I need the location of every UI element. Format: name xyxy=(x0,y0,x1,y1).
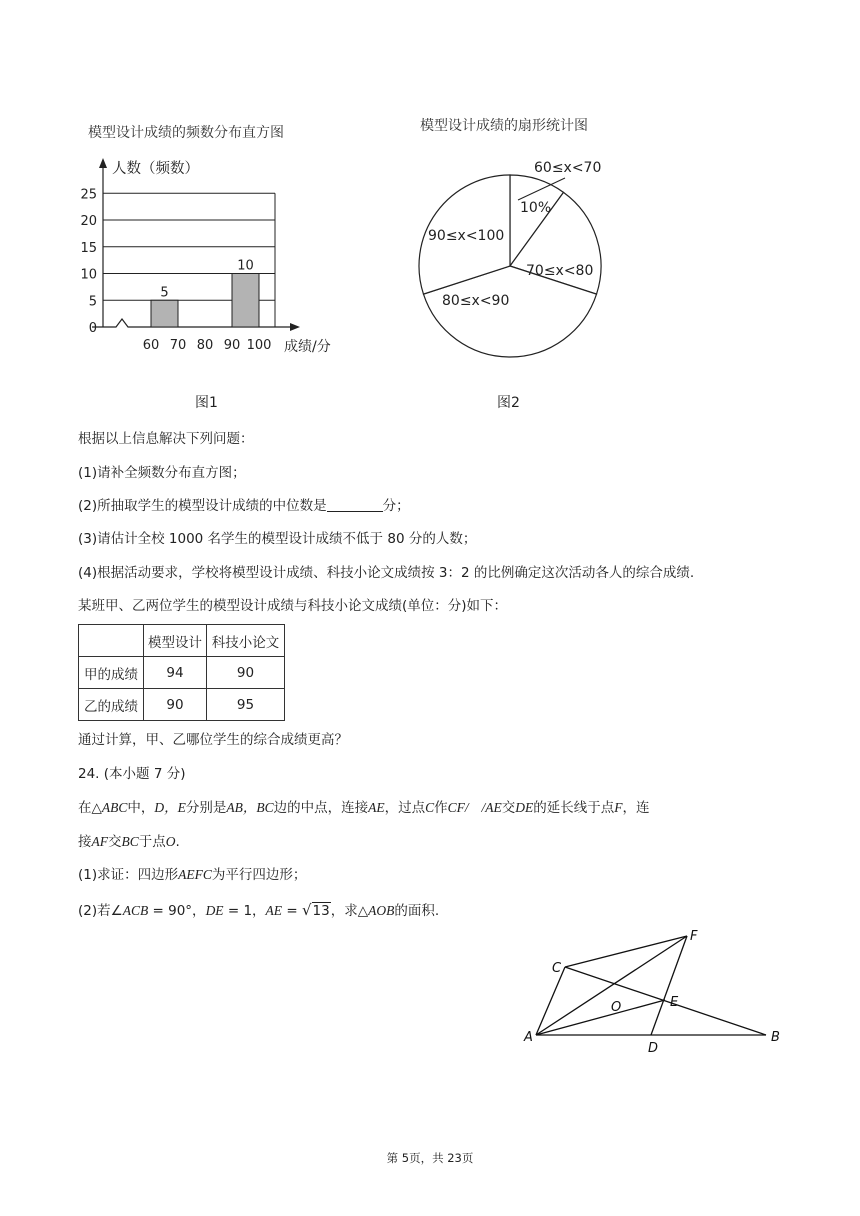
text-span: (1)求证：四边形 xyxy=(78,867,179,883)
text-span: 作 xyxy=(434,800,448,816)
math-span: F xyxy=(614,800,623,815)
math-span: CF/ xyxy=(447,800,469,815)
text-span: 交 xyxy=(108,834,122,850)
question-2-text: (2)所抽取学生的模型设计成绩的中位数是 xyxy=(78,498,327,514)
text-span: = 1， xyxy=(223,903,266,919)
text-span: 在△ xyxy=(78,800,102,816)
point-label-C: C xyxy=(552,961,562,976)
text-span: ，连 xyxy=(622,800,650,816)
table-header-cell: 科技小论文 xyxy=(207,625,285,657)
histogram-bar xyxy=(151,300,178,327)
page-footer: 第 5页，共 23页 xyxy=(386,1151,474,1165)
segment-AE xyxy=(536,1000,665,1035)
text-span: = 90°， xyxy=(148,903,206,919)
x-tick-label: 80 xyxy=(196,338,214,353)
text-span: 的面积. xyxy=(394,903,440,919)
math-span: AE xyxy=(368,800,385,815)
question-4-ask: 通过计算，甲、乙哪位学生的综合成绩更高？ xyxy=(78,732,348,748)
x-axis-title: 成绩/分 xyxy=(284,339,331,355)
point-label-F: F xyxy=(690,929,698,944)
text-span: 为平行四边形； xyxy=(211,867,307,883)
y-axis-arrow xyxy=(99,158,107,168)
x-axis xyxy=(92,319,295,327)
math-span: /AE xyxy=(481,800,502,815)
y-tick-label: 15 xyxy=(80,240,97,256)
table-header-row xyxy=(79,625,285,657)
text-span: 分别是 xyxy=(185,800,227,816)
question-2-unit: 分； xyxy=(382,498,410,514)
text-span: ，过点 xyxy=(384,800,426,816)
math-span: ACB xyxy=(122,903,149,918)
table-cell: 90 xyxy=(207,657,285,689)
pie-chart xyxy=(410,150,620,365)
segment-AF xyxy=(536,936,687,1035)
text-span: . xyxy=(175,834,180,850)
sqrt-expression: √13 xyxy=(301,901,330,919)
pie-slice-label: 90≤x<100 xyxy=(428,228,505,244)
pie-slice-label: 70≤x<80 xyxy=(526,263,594,279)
histogram-title: 模型设计成绩的频数分布直方图 xyxy=(88,125,284,141)
y-tick-label: 0 xyxy=(88,321,97,336)
segment-DF xyxy=(651,936,687,1035)
pie-slice-label: 80≤x<90 xyxy=(442,293,510,309)
text-span: 接 xyxy=(78,834,92,850)
figure1-caption: 图1 xyxy=(195,395,218,411)
segment-CB xyxy=(565,967,766,1035)
histogram-chart xyxy=(70,150,370,360)
math-span: D，E xyxy=(154,800,186,815)
problem-24-q2 xyxy=(78,901,439,920)
math-span: AOB xyxy=(368,903,395,918)
math-span: ABC xyxy=(101,800,128,815)
text-span: = xyxy=(282,903,302,919)
table-cell: 94 xyxy=(144,657,207,689)
sqrt-radicand: 13 xyxy=(312,903,330,919)
math-span: AEFC xyxy=(178,867,212,882)
question-2 xyxy=(78,497,410,515)
question-4-table-intro: 某班甲、乙两位学生的模型设计成绩与科技小论文成绩(单位：分)如下： xyxy=(78,598,508,614)
y-axis-title: 人数（频数） xyxy=(112,161,199,177)
table-row xyxy=(79,657,285,689)
math-span: AE xyxy=(265,903,283,918)
point-label-A: A xyxy=(524,1030,533,1045)
text-span: (2)若∠ xyxy=(78,903,123,919)
x-tick-label: 60 xyxy=(142,338,160,353)
table-cell: 90 xyxy=(144,689,207,721)
point-label-B: B xyxy=(771,1030,780,1045)
point-label-E: E xyxy=(670,995,679,1010)
bar-value-label: 5 xyxy=(160,285,169,301)
y-tick-label: 25 xyxy=(80,187,97,203)
y-tick-label: 20 xyxy=(80,214,97,229)
table-cell: 95 xyxy=(207,689,285,721)
x-tick-label: 90 xyxy=(223,338,241,353)
math-span: AB，BC xyxy=(226,800,274,815)
geometry-figure xyxy=(520,920,795,1055)
histogram-bar xyxy=(232,274,259,328)
table-cell: 甲的成绩 xyxy=(79,657,144,689)
problem-24-q1 xyxy=(78,866,306,884)
table-cell: 乙的成绩 xyxy=(79,689,144,721)
math-span: DE xyxy=(515,800,534,815)
y-tick-label: 10 xyxy=(80,267,97,283)
math-span: AF xyxy=(91,834,108,849)
table-header-cell: 模型设计 xyxy=(144,625,207,657)
problem-24-title: 24. (本小题 7 分) xyxy=(78,766,186,782)
point-label-O: O xyxy=(611,1000,622,1015)
pie-title: 模型设计成绩的扇形统计图 xyxy=(420,118,588,134)
question-4: (4)根据活动要求，学校将模型设计成绩、科技小论文成绩按 3：2 的比例确定这次活动各人的综合成绩. xyxy=(78,565,695,581)
figure2-caption: 图2 xyxy=(497,395,520,411)
text-span: 中， xyxy=(127,800,155,816)
table-header-cell xyxy=(79,625,144,657)
math-span: C xyxy=(425,800,435,815)
math-span: DE xyxy=(205,903,224,918)
text-span: 交 xyxy=(501,800,516,816)
bar-value-label: 10 xyxy=(237,258,254,274)
pie-slice-label: 60≤x<70 xyxy=(534,160,602,176)
x-axis-arrow xyxy=(290,323,300,331)
text-span: ，求△ xyxy=(330,903,369,919)
score-table xyxy=(78,624,285,721)
question-3: (3)请估计全校 1000 名学生的模型设计成绩不低于 80 分的人数； xyxy=(78,531,477,547)
question-1: (1)请补全频数分布直方图； xyxy=(78,465,246,481)
math-span: O xyxy=(165,834,176,849)
x-tick-label: 70 xyxy=(169,338,187,353)
problem-24-line2 xyxy=(78,833,180,851)
x-tick-label: 100 xyxy=(246,338,272,353)
text-span: 的延长线于点 xyxy=(533,800,615,816)
answer-blank xyxy=(327,497,383,512)
intro-text: 根据以上信息解决下列问题： xyxy=(78,431,254,447)
pie-percent-label: 10% xyxy=(520,200,552,216)
math-span: BC xyxy=(121,834,139,849)
point-label-D: D xyxy=(648,1041,659,1055)
y-tick-label: 5 xyxy=(88,294,97,310)
table-row xyxy=(79,689,285,721)
segment-CF xyxy=(565,936,687,967)
problem-24-line1 xyxy=(78,799,650,817)
text-span: 边的中点，连接 xyxy=(273,800,369,816)
text-span: 于点 xyxy=(138,834,166,850)
